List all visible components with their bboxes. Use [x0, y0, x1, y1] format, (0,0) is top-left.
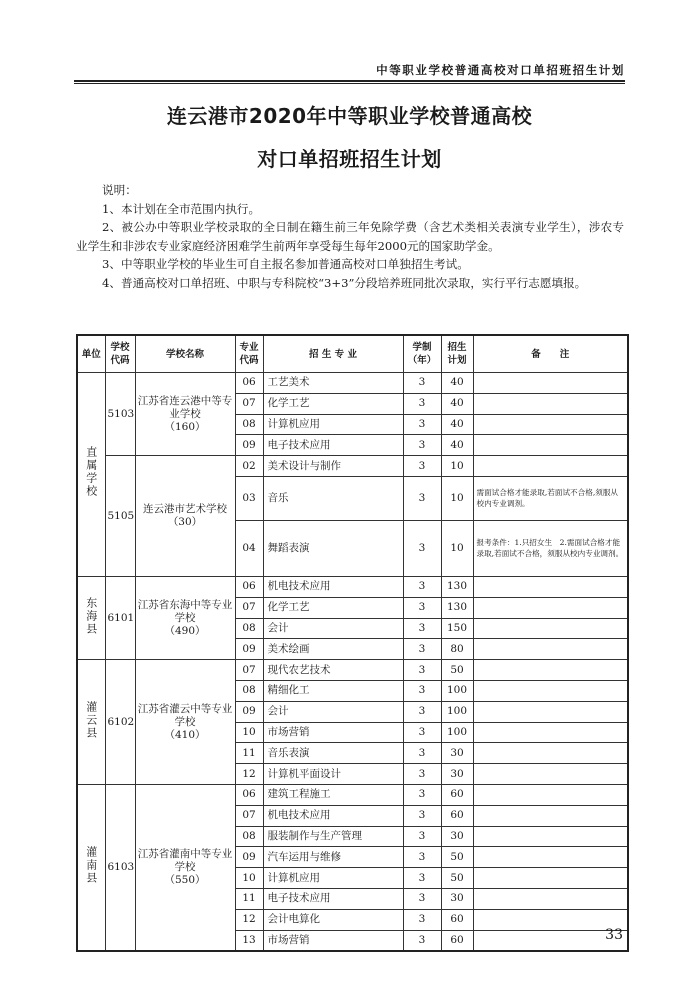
unit-name: 灌云县 [84, 700, 98, 740]
major-code: 09 [235, 435, 263, 456]
note-item: 3、中等职业学校的毕业生可自主报名参加普通高校对口单独招生考试。 [102, 257, 469, 272]
years: 3 [403, 660, 441, 681]
major-name: 会计 [263, 618, 403, 639]
major-code: 11 [235, 743, 263, 764]
school-quota: （490） [164, 624, 206, 637]
major-code: 06 [235, 576, 263, 597]
major-name: 机电技术应用 [263, 576, 403, 597]
years: 3 [403, 618, 441, 639]
school-name: 江苏省东海中等专业学校 [137, 598, 233, 624]
school-quota: （410） [164, 728, 206, 741]
table-row [77, 373, 628, 394]
plan-count: 10 [441, 456, 473, 477]
school-name-cell [135, 456, 235, 577]
major-name: 美术绘画 [263, 639, 403, 660]
table-row [77, 456, 628, 477]
major-code: 10 [235, 868, 263, 889]
major-name: 服装制作与生产管理 [263, 826, 403, 847]
years: 3 [403, 639, 441, 660]
unit-name: 直属学校 [84, 446, 98, 499]
major-name: 舞蹈表演 [263, 520, 403, 576]
table-row [77, 660, 628, 681]
major-code: 09 [235, 847, 263, 868]
school-quota: （160） [164, 420, 206, 433]
years: 3 [403, 520, 441, 576]
major-code: 08 [235, 826, 263, 847]
major-name: 电子技术应用 [263, 435, 403, 456]
remark [473, 701, 628, 722]
col-header-remark: 备 注 [473, 335, 628, 373]
plan-count: 60 [441, 930, 473, 951]
years: 3 [403, 909, 441, 930]
document-title-line2: 对口单招班招生计划 [257, 147, 442, 171]
major-code: 09 [235, 639, 263, 660]
table-body [77, 373, 628, 952]
years: 3 [403, 701, 441, 722]
school-name: 江苏省灌云中等专业学校 [137, 702, 233, 728]
document-title-line1: 连云港市2020年中等职业学校普通高校 [166, 104, 533, 128]
plan-count: 50 [441, 868, 473, 889]
years: 3 [403, 847, 441, 868]
plan-count: 80 [441, 639, 473, 660]
note-item: 4、普通高校对口单招班、中职与专科院校“3+3”分段培养班同批次录取，实行平行志愿填报。 [102, 275, 587, 290]
major-name: 精细化工 [263, 680, 403, 701]
major-code: 07 [235, 660, 263, 681]
years: 3 [403, 722, 441, 743]
years: 3 [403, 743, 441, 764]
major-code: 02 [235, 456, 263, 477]
plan-count: 30 [441, 743, 473, 764]
school-name-cell [135, 576, 235, 659]
school-code: 6102 [105, 660, 135, 785]
major-code: 07 [235, 597, 263, 618]
plan-count: 30 [441, 826, 473, 847]
plan-count: 130 [441, 597, 473, 618]
remark [473, 373, 628, 394]
major-code: 09 [235, 701, 263, 722]
school-code: 5105 [105, 456, 135, 577]
major-name: 音乐 [263, 476, 403, 520]
years: 3 [403, 393, 441, 414]
plan-count: 100 [441, 722, 473, 743]
major-code: 06 [235, 784, 263, 805]
remark [473, 868, 628, 889]
note-item: 2、被公办中等职业学校录取的全日制在籍生前三年免除学费（含艺术类相关表演专业学生），涉农专业学生和非涉农专业家庭经济困难学生前两年享受每生每年2000元的国家助学金。 [76, 220, 624, 253]
years: 3 [403, 680, 441, 701]
major-name: 市场营销 [263, 930, 403, 951]
remark [473, 680, 628, 701]
plan-count: 40 [441, 373, 473, 394]
plan-count: 150 [441, 618, 473, 639]
years: 3 [403, 826, 441, 847]
remark [473, 576, 628, 597]
years: 3 [403, 373, 441, 394]
notes-section [76, 181, 624, 293]
major-code: 10 [235, 722, 263, 743]
major-name: 音乐表演 [263, 743, 403, 764]
major-code: 11 [235, 888, 263, 909]
major-code: 06 [235, 373, 263, 394]
major-name: 计算机应用 [263, 414, 403, 435]
plan-count: 30 [441, 888, 473, 909]
plan-count: 100 [441, 680, 473, 701]
plan-count: 40 [441, 414, 473, 435]
col-header-major: 招 生 专 业 [263, 335, 403, 373]
major-name: 现代农艺技术 [263, 660, 403, 681]
major-code: 03 [235, 476, 263, 520]
years: 3 [403, 576, 441, 597]
major-name: 工艺美术 [263, 373, 403, 394]
plan-count: 100 [441, 701, 473, 722]
plan-count: 40 [441, 393, 473, 414]
unit-cell [77, 660, 105, 785]
unit-name: 东海县 [84, 596, 98, 636]
col-header-major-code: 专业代码 [235, 335, 263, 373]
plan-count: 60 [441, 805, 473, 826]
remark [473, 826, 628, 847]
unit-cell [77, 373, 105, 577]
remark [473, 618, 628, 639]
plan-count: 60 [441, 784, 473, 805]
plan-count: 30 [441, 764, 473, 785]
remark: 报考条件：1.只招女生 2.需面试合格才能录取,若面试不合格，须服从校内专业调剂。 [473, 520, 628, 576]
plan-count: 50 [441, 660, 473, 681]
col-header-school-name: 学校名称 [135, 335, 235, 373]
remark [473, 764, 628, 785]
remark [473, 639, 628, 660]
years: 3 [403, 435, 441, 456]
major-name: 计算机应用 [263, 868, 403, 889]
plan-count: 50 [441, 847, 473, 868]
header-rule [74, 80, 625, 82]
major-name: 市场营销 [263, 722, 403, 743]
major-name: 化学工艺 [263, 597, 403, 618]
years: 3 [403, 456, 441, 477]
plan-count: 10 [441, 476, 473, 520]
table-header-row [77, 335, 628, 373]
unit-cell [77, 576, 105, 659]
school-name: 连云港市艺术学校 [143, 503, 227, 516]
years: 3 [403, 868, 441, 889]
school-name-cell [135, 373, 235, 456]
major-code: 13 [235, 930, 263, 951]
school-name-cell [135, 784, 235, 951]
years: 3 [403, 597, 441, 618]
remark [473, 888, 628, 909]
major-code: 07 [235, 393, 263, 414]
header-rule-thin [74, 83, 625, 84]
plan-count: 10 [441, 520, 473, 576]
col-header-plan: 招生计划 [441, 335, 473, 373]
unit-cell [77, 784, 105, 951]
major-code: 08 [235, 414, 263, 435]
page-number: 33 [605, 927, 623, 943]
remark [473, 805, 628, 826]
major-name: 美术设计与制作 [263, 456, 403, 477]
years: 3 [403, 805, 441, 826]
note-item: 1、本计划在全市范围内执行。 [102, 201, 261, 216]
major-code: 07 [235, 805, 263, 826]
major-name: 化学工艺 [263, 393, 403, 414]
running-header: 中等职业学校普通高校对口单招班招生计划 [376, 63, 625, 77]
major-code: 12 [235, 909, 263, 930]
school-code: 6103 [105, 784, 135, 951]
major-code: 12 [235, 764, 263, 785]
school-code: 6101 [105, 576, 135, 659]
unit-name: 灌南县 [84, 846, 98, 886]
remark [473, 743, 628, 764]
col-header-years: 学制（年） [403, 335, 441, 373]
remark: 需面试合格才能录取,若面试不合格,须服从校内专业调剂。 [473, 476, 628, 520]
plan-count: 60 [441, 909, 473, 930]
remark [473, 660, 628, 681]
major-name: 建筑工程施工 [263, 784, 403, 805]
plan-count: 130 [441, 576, 473, 597]
col-header-school-code: 学校代码 [105, 335, 135, 373]
plan-count: 40 [441, 435, 473, 456]
notes-heading: 说明： [102, 183, 137, 197]
major-code: 08 [235, 618, 263, 639]
school-name: 江苏省连云港中等专业学校 [137, 394, 233, 420]
col-header-unit: 单位 [77, 335, 105, 373]
remark [473, 414, 628, 435]
years: 3 [403, 784, 441, 805]
school-quota: （550） [164, 874, 206, 887]
school-name: 江苏省灌南中等专业学校 [137, 848, 233, 874]
years: 3 [403, 930, 441, 951]
major-name: 计算机平面设计 [263, 764, 403, 785]
remark [473, 393, 628, 414]
major-name: 机电技术应用 [263, 805, 403, 826]
remark [473, 847, 628, 868]
major-name: 汽车运用与维修 [263, 847, 403, 868]
enrollment-plan-table [76, 334, 629, 952]
school-quota: （30） [167, 516, 203, 529]
remark [473, 435, 628, 456]
major-name: 会计 [263, 701, 403, 722]
major-name: 电子技术应用 [263, 888, 403, 909]
major-name: 会计电算化 [263, 909, 403, 930]
remark [473, 784, 628, 805]
school-name-cell [135, 660, 235, 785]
years: 3 [403, 414, 441, 435]
remark [473, 597, 628, 618]
remark [473, 722, 628, 743]
major-code: 08 [235, 680, 263, 701]
school-code: 5103 [105, 373, 135, 456]
years: 3 [403, 476, 441, 520]
remark [473, 456, 628, 477]
major-code: 04 [235, 520, 263, 576]
years: 3 [403, 888, 441, 909]
table-row [77, 784, 628, 805]
years: 3 [403, 764, 441, 785]
table-row [77, 576, 628, 597]
